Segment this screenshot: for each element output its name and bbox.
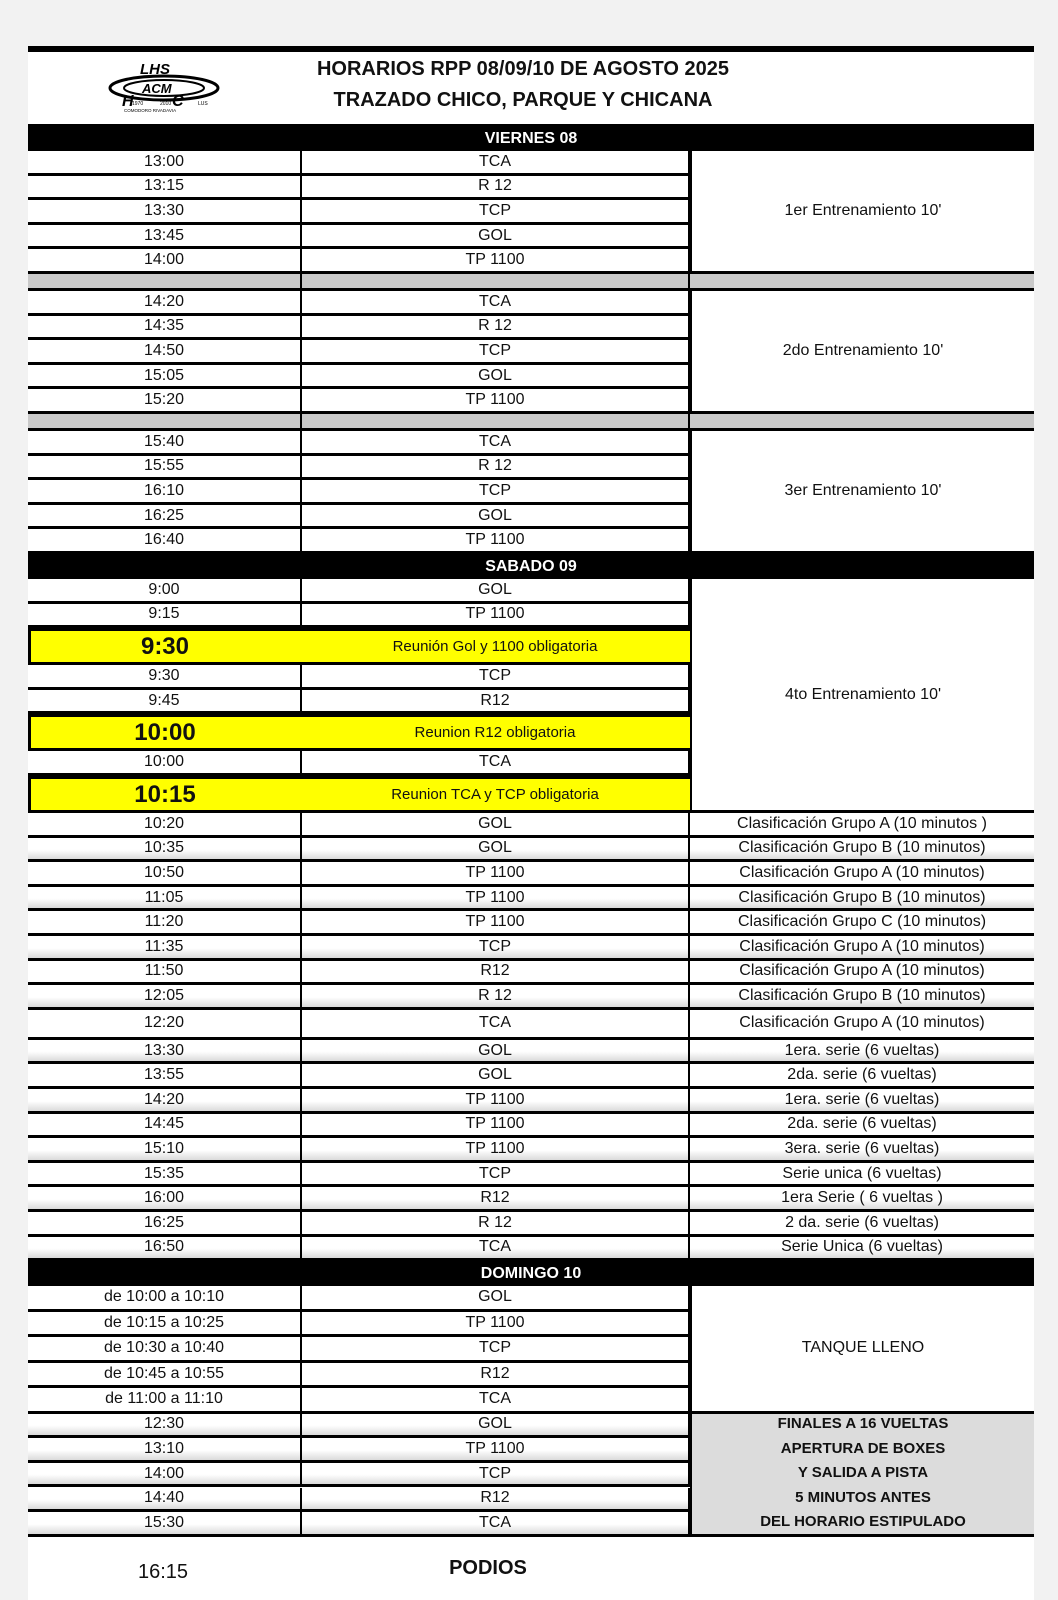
meeting-time: 9:30 bbox=[140, 632, 190, 660]
training-label: 4to Entrenamiento 10' bbox=[690, 579, 1034, 813]
svg-text:ACM: ACM bbox=[142, 81, 172, 96]
category-cell: R12 bbox=[302, 1488, 690, 1510]
activity-cell: 2 da. serie (6 vueltas) bbox=[785, 1213, 939, 1231]
schedule-title: HORARIOS RPP 08/09/10 DE AGOSTO 2025 bbox=[316, 58, 730, 80]
time-cell: 13:15 bbox=[28, 176, 302, 198]
time-cell: 10:00 bbox=[28, 751, 302, 773]
category-cell: TP 1100 bbox=[302, 529, 690, 551]
table-row bbox=[28, 862, 1034, 887]
divider-line bbox=[300, 274, 302, 288]
table-row bbox=[28, 887, 1034, 912]
table-row bbox=[28, 1064, 1034, 1089]
time-cell: 12:20 bbox=[28, 1010, 302, 1037]
time-cell: 16:50 bbox=[28, 1237, 302, 1259]
note-line: FINALES A 16 VUELTAS bbox=[777, 1415, 949, 1433]
svg-text:2010: 2010 bbox=[160, 101, 172, 107]
time-cell: 13:55 bbox=[28, 1064, 302, 1086]
category-cell: TP 1100 bbox=[302, 249, 690, 271]
category-cell: R 12 bbox=[302, 316, 690, 338]
meeting-row bbox=[28, 714, 694, 751]
activity-cell: 1era. serie (6 vueltas) bbox=[784, 1090, 940, 1108]
podios-label: PODIOS bbox=[449, 1557, 527, 1579]
time-cell: 11:50 bbox=[28, 961, 302, 983]
category-cell: TCA bbox=[302, 151, 690, 173]
note-line: APERTURA DE BOXES bbox=[780, 1439, 946, 1457]
time-cell: 12:05 bbox=[28, 985, 302, 1007]
category-cell: TCA bbox=[302, 1512, 690, 1534]
meeting-text: Reunión Gol y 1100 obligatoria bbox=[392, 638, 598, 656]
time-cell: 15:30 bbox=[28, 1512, 302, 1534]
svg-text:LUS: LUS bbox=[198, 101, 208, 107]
meeting-text: Reunion R12 obligatoria bbox=[414, 724, 576, 742]
day-header-sabado: SABADO 09 bbox=[28, 554, 1034, 579]
time-cell: 13:30 bbox=[28, 200, 302, 222]
activity-cell: 2da. serie (6 vueltas) bbox=[787, 1066, 937, 1084]
table-row bbox=[28, 813, 1034, 838]
category-cell: GOL bbox=[302, 1286, 690, 1309]
category-cell: TP 1100 bbox=[302, 1438, 690, 1460]
category-cell: TCP bbox=[302, 936, 690, 958]
category-cell: TCP bbox=[302, 1163, 690, 1185]
time-cell: 10:35 bbox=[28, 838, 302, 860]
activity-cell: 1era Serie ( 6 vueltas ) bbox=[781, 1189, 943, 1207]
category-cell: TP 1100 bbox=[302, 862, 690, 884]
category-cell: R12 bbox=[302, 690, 690, 712]
time-cell: 13:00 bbox=[28, 151, 302, 173]
time-cell: 15:35 bbox=[28, 1163, 302, 1185]
category-cell: GOL bbox=[302, 505, 690, 527]
time-cell: de 10:15 a 10:25 bbox=[28, 1312, 302, 1335]
time-cell: 14:20 bbox=[28, 1089, 302, 1111]
category-cell: GOL bbox=[302, 1040, 690, 1062]
activity-cell: 2da. serie (6 vueltas) bbox=[787, 1115, 937, 1133]
category-cell: TP 1100 bbox=[302, 911, 690, 933]
activity-cell: Clasificación Grupo A (10 minutos) bbox=[739, 1014, 985, 1032]
time-cell: 12:30 bbox=[28, 1414, 302, 1436]
time-cell: 11:20 bbox=[28, 911, 302, 933]
category-cell: TP 1100 bbox=[302, 1138, 690, 1160]
time-cell: 15:40 bbox=[28, 431, 302, 453]
category-cell: TP 1100 bbox=[302, 1089, 690, 1111]
table-row bbox=[28, 911, 1034, 936]
time-cell: 9:30 bbox=[28, 665, 302, 687]
podios-row bbox=[28, 1553, 1034, 1583]
time-cell: 9:15 bbox=[28, 604, 302, 626]
category-cell: TCP bbox=[302, 665, 690, 687]
time-cell: 9:00 bbox=[28, 579, 302, 601]
meeting-row bbox=[28, 776, 694, 813]
note-line: Y SALIDA A PISTA bbox=[797, 1464, 929, 1482]
day-header-domingo: DOMINGO 10 bbox=[28, 1261, 1034, 1286]
category-cell: R 12 bbox=[302, 985, 690, 1007]
divider-line bbox=[688, 414, 690, 428]
table-row bbox=[28, 1040, 1034, 1065]
podios-time: 16:15 bbox=[137, 1561, 189, 1583]
category-cell: TCP bbox=[302, 340, 690, 362]
activity-cell: Serie Unica (6 vueltas) bbox=[781, 1238, 943, 1256]
time-cell: 14:40 bbox=[28, 1488, 302, 1510]
table-row bbox=[28, 1010, 1034, 1040]
meeting-text: Reunion TCA y TCP obligatoria bbox=[391, 786, 599, 803]
category-cell: TCP bbox=[302, 1463, 690, 1485]
activity-cell: Clasificación Grupo B (10 minutos) bbox=[738, 888, 986, 906]
category-cell: R 12 bbox=[302, 176, 690, 198]
table-row bbox=[28, 961, 1034, 986]
schedule-subtitle: TRAZADO CHICO, PARQUE Y CHICANA bbox=[333, 89, 713, 111]
time-cell: 15:20 bbox=[28, 389, 302, 411]
category-cell: TP 1100 bbox=[302, 389, 690, 411]
table-row bbox=[28, 1187, 1034, 1212]
time-cell: 9:45 bbox=[28, 690, 302, 712]
activity-cell: Serie unica (6 vueltas) bbox=[782, 1164, 942, 1182]
category-cell: TCA bbox=[302, 751, 690, 773]
activity-cell: Clasificación Grupo B (10 minutos) bbox=[738, 986, 986, 1004]
time-cell: 14:20 bbox=[28, 291, 302, 313]
time-cell: 10:20 bbox=[28, 813, 302, 835]
divider-line bbox=[688, 274, 690, 288]
svg-text:LHS: LHS bbox=[140, 61, 170, 78]
time-cell: de 10:45 a 10:55 bbox=[28, 1363, 302, 1386]
table-row bbox=[28, 1138, 1034, 1163]
category-cell: GOL bbox=[302, 1414, 690, 1436]
table-row bbox=[28, 936, 1034, 961]
time-cell: 16:25 bbox=[28, 505, 302, 527]
schedule-header bbox=[28, 52, 1034, 126]
time-cell: 16:10 bbox=[28, 480, 302, 502]
table-row bbox=[28, 985, 1034, 1010]
category-cell: R12 bbox=[302, 1363, 690, 1386]
activity-cell: 3era. serie (6 vueltas) bbox=[784, 1139, 940, 1157]
category-cell: TCA bbox=[302, 431, 690, 453]
category-cell: TCA bbox=[302, 1388, 690, 1411]
time-cell: de 11:00 a 11:10 bbox=[28, 1388, 302, 1411]
table-row bbox=[28, 838, 1034, 863]
time-cell: 14:50 bbox=[28, 340, 302, 362]
time-cell: 10:50 bbox=[28, 862, 302, 884]
category-cell: R 12 bbox=[302, 1212, 690, 1234]
activity-cell: Clasificación Grupo B (10 minutos) bbox=[738, 839, 986, 857]
tanque-label: TANQUE LLENO bbox=[690, 1286, 1034, 1414]
category-cell: GOL bbox=[302, 813, 690, 835]
category-cell: R12 bbox=[302, 961, 690, 983]
activity-cell: 1era. serie (6 vueltas) bbox=[784, 1041, 940, 1059]
meeting-time: 10:00 bbox=[134, 718, 196, 746]
time-cell: 14:00 bbox=[28, 1463, 302, 1485]
meeting-row bbox=[28, 628, 694, 665]
activity-cell: Clasificación Grupo A (10 minutos ) bbox=[737, 814, 987, 832]
activity-cell: Clasificación Grupo C (10 minutos) bbox=[737, 913, 987, 931]
category-cell: TCP bbox=[302, 480, 690, 502]
category-cell: GOL bbox=[302, 1064, 690, 1086]
category-cell: TCA bbox=[302, 1010, 690, 1037]
meeting-time: 10:15 bbox=[134, 780, 196, 808]
category-cell: TCA bbox=[302, 1237, 690, 1259]
category-cell: TCP bbox=[302, 200, 690, 222]
table-row bbox=[28, 1114, 1034, 1139]
table-row bbox=[28, 1212, 1034, 1237]
time-cell: 13:10 bbox=[28, 1438, 302, 1460]
time-cell: 11:05 bbox=[28, 887, 302, 909]
divider-line bbox=[300, 414, 302, 428]
time-cell: de 10:30 a 10:40 bbox=[28, 1337, 302, 1360]
category-cell: TCP bbox=[302, 1337, 690, 1360]
time-cell: 16:40 bbox=[28, 529, 302, 551]
time-cell: de 10:00 a 10:10 bbox=[28, 1286, 302, 1309]
time-cell: 11:35 bbox=[28, 936, 302, 958]
finales-note bbox=[690, 1414, 1034, 1537]
table-row bbox=[28, 1089, 1034, 1114]
time-cell: 14:45 bbox=[28, 1114, 302, 1136]
category-cell: GOL bbox=[302, 365, 690, 387]
category-cell: R 12 bbox=[302, 456, 690, 478]
training-label: 2do Entrenamiento 10' bbox=[690, 291, 1034, 414]
category-cell: TP 1100 bbox=[302, 604, 690, 626]
block-divider bbox=[28, 414, 1034, 431]
note-line: 5 MINUTOS ANTES bbox=[795, 1488, 931, 1506]
activity-cell: Clasificación Grupo A (10 minutos) bbox=[739, 863, 985, 881]
time-cell: 16:00 bbox=[28, 1187, 302, 1209]
svg-text:COMODORO RIVADAVIA: COMODORO RIVADAVIA bbox=[124, 108, 177, 113]
category-cell: TP 1100 bbox=[302, 887, 690, 909]
block-divider bbox=[28, 274, 1034, 291]
svg-text:1970: 1970 bbox=[132, 101, 144, 107]
cropped-top-text bbox=[200, 0, 940, 12]
day-header-viernes: VIERNES 08 bbox=[28, 126, 1034, 151]
category-cell: R12 bbox=[302, 1187, 690, 1209]
time-cell: 15:55 bbox=[28, 456, 302, 478]
table-row bbox=[28, 1237, 1034, 1262]
category-cell: GOL bbox=[302, 225, 690, 247]
activity-cell: Clasificación Grupo A (10 minutos) bbox=[739, 937, 985, 955]
category-cell: TP 1100 bbox=[302, 1312, 690, 1335]
category-cell: TP 1100 bbox=[302, 1114, 690, 1136]
category-cell: GOL bbox=[302, 579, 690, 601]
svg-text:H: H bbox=[122, 93, 134, 110]
category-cell: GOL bbox=[302, 838, 690, 860]
time-cell: 15:10 bbox=[28, 1138, 302, 1160]
time-cell: 15:05 bbox=[28, 365, 302, 387]
svg-text:C: C bbox=[172, 93, 184, 110]
activity-cell: Clasificación Grupo A (10 minutos) bbox=[739, 962, 985, 980]
training-label: 1er Entrenamiento 10' bbox=[690, 151, 1034, 274]
training-label: 3er Entrenamiento 10' bbox=[690, 431, 1034, 554]
note-line: DEL HORARIO ESTIPULADO bbox=[760, 1513, 966, 1531]
time-cell: 16:25 bbox=[28, 1212, 302, 1234]
table-row bbox=[28, 1163, 1034, 1188]
time-cell: 13:45 bbox=[28, 225, 302, 247]
schedule-sheet bbox=[28, 46, 1034, 1600]
time-cell: 14:35 bbox=[28, 316, 302, 338]
time-cell: 14:00 bbox=[28, 249, 302, 271]
time-cell: 13:30 bbox=[28, 1040, 302, 1062]
category-cell: TCA bbox=[302, 291, 690, 313]
